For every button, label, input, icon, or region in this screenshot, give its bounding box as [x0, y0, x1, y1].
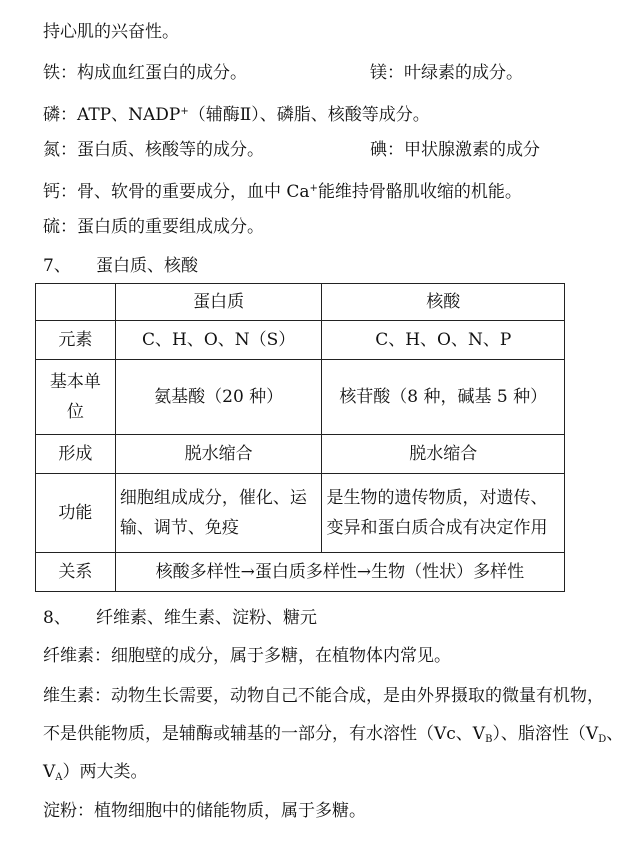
table-header-row — [36, 284, 565, 321]
vitamin-text: 不是供能物质，是辅酶或辅基的一部分，有水溶性（Vc、V — [43, 724, 486, 744]
cell-line: 是生物的遗传物质，对遗传、 — [326, 488, 548, 508]
table-cell: C、H、O、N、P — [322, 321, 565, 360]
sulfur-line: 硫：蛋白质的重要组成成分。 — [43, 217, 264, 237]
table-cell: 核苷酸（8 种，碱基 5 种） — [322, 360, 565, 435]
vitamin-text: ）、脂溶性（V — [492, 724, 599, 744]
section-title: 蛋白质、核酸 — [96, 256, 198, 276]
cell-line: 变异和蛋白质合成有决定作用 — [326, 518, 548, 538]
nitrogen-line: 氮：蛋白质、核酸等的成分。 — [43, 140, 264, 160]
text-line: 持心肌的兴奋性。 — [43, 22, 179, 42]
table-cell: C、H、O、N（S） — [115, 321, 322, 360]
row-label: 元素 — [36, 321, 116, 360]
table-row — [36, 321, 565, 360]
vitamin-text: 、 — [606, 724, 624, 744]
label-line: 位 — [66, 402, 84, 422]
row-label: 形成 — [36, 435, 116, 474]
row-label: 功能 — [36, 474, 116, 553]
vitamin-line-2 — [43, 722, 623, 752]
cell-line: 细胞组成成分，催化、运 — [119, 488, 307, 508]
vitamin-text: V — [43, 762, 56, 782]
subscript: B — [485, 734, 493, 745]
superscript: + — [180, 106, 189, 117]
table-cell — [322, 474, 565, 553]
section-8-heading — [43, 606, 317, 630]
section-7-heading — [43, 254, 198, 278]
cell-line: 输、调节、免疫 — [119, 518, 239, 538]
row-label: 关系 — [36, 553, 116, 592]
calcium-text: 钙：骨、软骨的重要成分，血中 Ca — [43, 182, 310, 202]
table-header-cell: 蛋白质 — [115, 284, 322, 321]
table-cell: 氨基酸（20 种） — [115, 360, 322, 435]
iodine-line: 碘：甲状腺激素的成分 — [370, 140, 540, 160]
section-number: 7、 — [43, 256, 71, 276]
table-row — [36, 474, 565, 553]
table-cell: 脱水缩合 — [322, 435, 565, 474]
calcium-text-tail: 能维持骨骼肌收缩的机能。 — [317, 182, 522, 202]
vitamin-text: ）两大类。 — [62, 762, 148, 782]
table-row — [36, 553, 565, 592]
magnesium-line: 镁：叶绿素的成分。 — [370, 63, 523, 83]
label-line: 基本单 — [49, 372, 101, 392]
subscript: A — [55, 772, 63, 783]
table-row — [36, 360, 565, 435]
starch-line: 淀粉：植物细胞中的储能物质，属于多糖。 — [43, 801, 366, 821]
row-label — [36, 360, 116, 435]
iron-line: 铁：构成血红蛋白的成分。 — [43, 63, 247, 83]
calcium-line — [43, 177, 522, 204]
phosphorus-line — [43, 100, 430, 127]
table-row — [36, 435, 565, 474]
table-cell: 脱水缩合 — [115, 435, 322, 474]
phosphorus-text-tail: （辅酶Ⅱ）、磷脂、核酸等成分。 — [188, 105, 430, 125]
table-cell — [36, 284, 116, 321]
vitamin-line-1: 维生素：动物生长需要，动物自己不能合成，是由外界摄取的微量有机物， — [43, 686, 604, 706]
phosphorus-text: 磷：ATP、NADP — [43, 105, 181, 125]
cellulose-line: 纤维素：细胞壁的成分，属于多糖，在植物体内常见。 — [43, 646, 451, 666]
comparison-table — [35, 283, 565, 592]
section-number: 8、 — [43, 608, 71, 628]
table-merged-cell: 核酸多样性→蛋白质多样性→生物（性状）多样性 — [115, 553, 564, 592]
vitamin-line-3 — [43, 760, 148, 790]
table-header-cell: 核酸 — [322, 284, 565, 321]
table-cell — [115, 474, 322, 553]
subscript: D — [598, 734, 607, 745]
superscript: + — [309, 183, 318, 194]
section-title: 纤维素、维生素、淀粉、糖元 — [96, 608, 317, 628]
